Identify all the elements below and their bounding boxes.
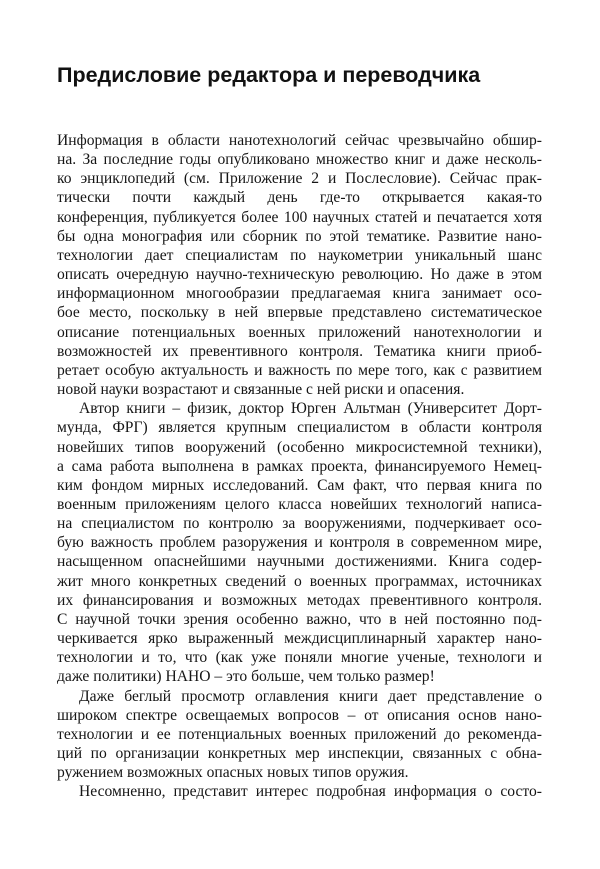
text-line: тически почти каждый день где-то открывается какая-то (57, 189, 542, 207)
page-title: Предисловие редактора и переводчика (57, 63, 481, 87)
text-line: мунда, ФРГ) является крупным специалистом в области контроля (57, 419, 542, 437)
paragraph-4 (57, 782, 542, 801)
paragraph-3 (57, 687, 542, 783)
text-line: бы одна монография или сборник по этой тематике. Развитие нано- (57, 227, 542, 245)
text-line: Даже беглый просмотр оглавления книги дает представление о (79, 687, 542, 705)
text-line: бую важность проблем разоружения и контроля в современном мире, (57, 534, 542, 552)
text-line: насыщенном опаснейшими научными достижениями. Книга содер- (57, 553, 542, 571)
text-line: а сама работа выполнена в рамках проекта, финансируемого Немец- (57, 457, 542, 475)
text-line: жит много конкретных сведений о военных программах, источниках (57, 572, 542, 590)
paragraph-1 (57, 131, 542, 399)
text-line: Несомненно, представит интерес подробная информация о состо- (79, 783, 542, 801)
text-line: ций по организации конкретных мер инспекции, связанных с обна- (57, 745, 542, 762)
text-line: широком спектре освещаемых вопросов – от описания основ нано- (57, 706, 542, 724)
text-line: даже политики) НАНО – это больше, чем только размер! (57, 668, 435, 686)
body-text (57, 131, 542, 801)
text-line: новой науки возрастают и связанные с ней риски и опасения. (57, 381, 465, 399)
text-line: на специалистом по контролю за вооружениями, подчеркивает осо- (57, 515, 542, 533)
text-line: военным приложениям целого класса новейших технологий написа- (57, 495, 542, 513)
text-line: ко энциклопедий (см. Приложение 2 и Послесловие). Сейчас прак- (57, 170, 542, 188)
text-line: информационном многообразии предлагаемая книга занимает осо- (57, 285, 542, 303)
text-line: бое место, поскольку в ней впервые представлено систематическое (57, 304, 542, 322)
text-line: Информация в области нанотехнологий сейчас чрезвычайно обшир- (57, 132, 542, 149)
text-line: С научной точки зрения особенно важно, что в ней постоянно под- (57, 610, 542, 628)
text-line: возможностей их превентивного контроля. Тематика книги приоб- (57, 342, 542, 360)
text-line: технологии и ее потенциальных военных приложений до рекоменда- (57, 725, 542, 743)
text-line: описать очередную научно-техническую революцию. Но даже в этом (57, 266, 542, 284)
text-line: технологии дает специалистам по наукометрии уникальный шанс (57, 246, 542, 264)
text-line: Автор книги – физик, доктор Юрген Альтман (Университет Дорт- (79, 400, 542, 418)
text-line: ретает особую актуальность и важность по мере того, как с развитием (57, 361, 542, 379)
text-line: новейших типов вооружений (особенно микросистемной техники), (57, 438, 542, 456)
text-line: ружением возможных опасных новых типов оружия. (57, 764, 409, 782)
text-line: описание потенциальных военных приложений нанотехнологии и (57, 323, 542, 341)
text-line: ким фондом мирных исследований. Сам факт, что первая книга по (57, 476, 542, 494)
text-line: черкивается ярко выраженный междисциплинарный характер нано- (57, 630, 542, 648)
text-line: конференция, публикуется более 100 научных статей и печатается хотя (57, 208, 542, 226)
text-line: их финансирования и возможных методах превентивного контроля. (57, 591, 542, 609)
text-line: на. За последние годы опубликовано множество книг и даже несколь- (57, 151, 542, 169)
text-line: технологии и то, что (как уже поняли многие ученые, технологи и (57, 649, 542, 667)
paragraph-2 (57, 399, 542, 686)
